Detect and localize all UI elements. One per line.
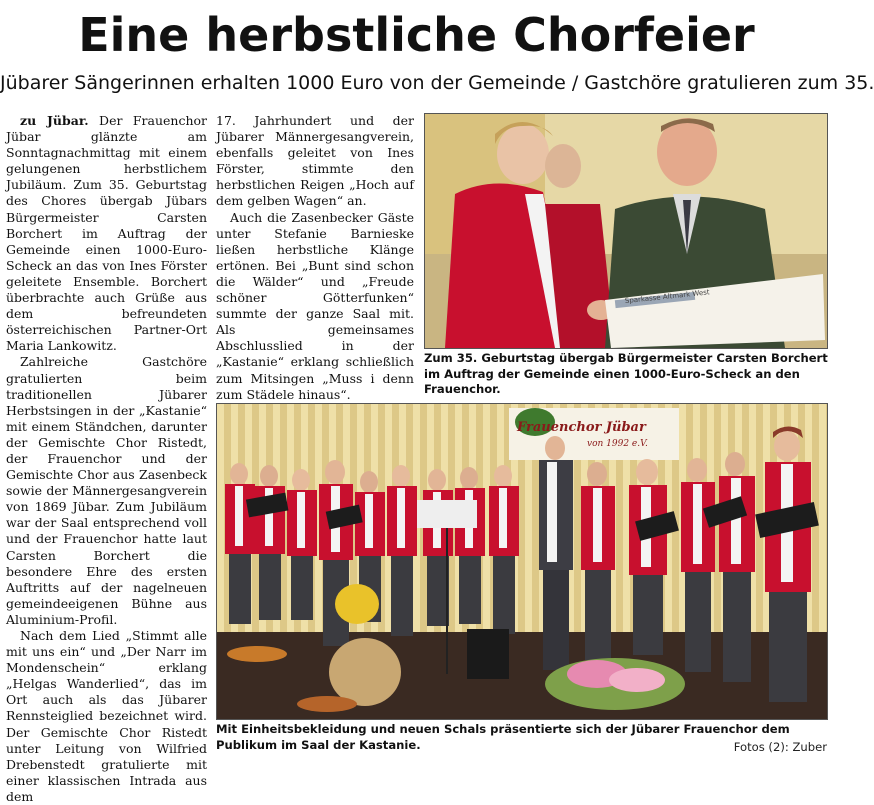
paragraph-1-text: Der Frauenchor Jübar glänzte am Sonntagnachmittag mit einem gelungenen herbstlichem Jubiläum. Zum 35. Geburtstag des Chores übergab Jübars Bürgermeister Carsten Borchert im Auftrag der Gemeinde einen 1000-Euro-Scheck an das von Ines Förster geleitete Ensemble. Borchert überbrachte auch Grüße aus dem befreundeten österreichischen Partner-Ort Maria Lankowitz. [6, 113, 208, 354]
top-photo-caption: Zum 35. Geburtstag übergab Bürgermeister Carsten Borchert im Auftrag der Gemeinde einen 1000-Euro-Scheck an den Frauenchor. [424, 351, 828, 396]
paragraph-2: Zahlreiche Gastchöre gratulierten beim traditionellen Jübarer Herbstsingen in der „Kastanie“ mit einem Ständchen, darunter der Gemischte Chor Ristedt, der Frauenchor und der Gemischte Chor aus Zasenbeck sowie der Männergesangverein von 1869 Jübar. Zum Jubiläum war der Saal entsprechend voll und der Frauenchor hatte laut Carsten Borchert die besondere Ehre des ersten Auftritts auf der nagelneuen gemeindeeigenen Bühne aus Aluminium-Profil. [6, 354, 207, 627]
paragraph-4: 17. Jahrhundert und der Jübarer Männergesangverein, ebenfalls geleitet von Ines Förster, stimmte den herbstlichen Reigen „Hoch auf dem gelben Wagen“ an. [216, 113, 414, 209]
paragraph-3: Nach dem Lied „Stimmt alle mit uns ein“ und „Der Narr im Mondenschein“ erklang „Helgas Wanderlied“, das im Ort auch als das Jübarer Rennsteiglied bezeichnet wird. Der Gemischte Chor Ristedt unter Leitung von Wilfried Drebenstedt gratulierte mit einer klassischen Intrada aus dem [6, 628, 207, 804]
banner-title: Frauenchor Jübar [517, 420, 646, 435]
bottom-photo-caption: Mit Einheitsbekleidung und neuen Schals präsentierte sich der Jübarer Frauenchor dem Publikum im Saal der Kastanie. [216, 722, 790, 752]
article-column-1 [6, 113, 208, 804]
dateline: zu Jübar. [20, 113, 89, 128]
cheque-handover-photo [424, 113, 828, 349]
choir-photo [216, 403, 828, 720]
photo-credit: Fotos (2): Zuber [733, 740, 827, 754]
subheadline: Jübarer Sängerinnen erhalten 1000 Euro von der Gemeinde / Gastchöre gratulieren zum 35. [0, 72, 874, 94]
paragraph-5: Auch die Zasenbecker Gäste unter Stefanie Barnieske ließen herbstliche Klänge ertönen. Bei „Bunt sind schon die Wälder“ und „Freude schöner Götterfunken“ summte der ganze Saal mit. Als gemeinsames Abschlusslied in der „Kastanie“ erklang schließlich zum Mitsingen „Muss i denn zum Städele hinaus“. [216, 209, 414, 402]
article-column-2 [216, 113, 414, 402]
paragraph-1 [6, 113, 207, 354]
cheque-bank-label: Sparkasse Altmark West [624, 288, 710, 306]
banner-subtitle: von 1992 e.V. [587, 439, 648, 449]
headline: Eine herbstliche Chorfeier [78, 8, 755, 62]
